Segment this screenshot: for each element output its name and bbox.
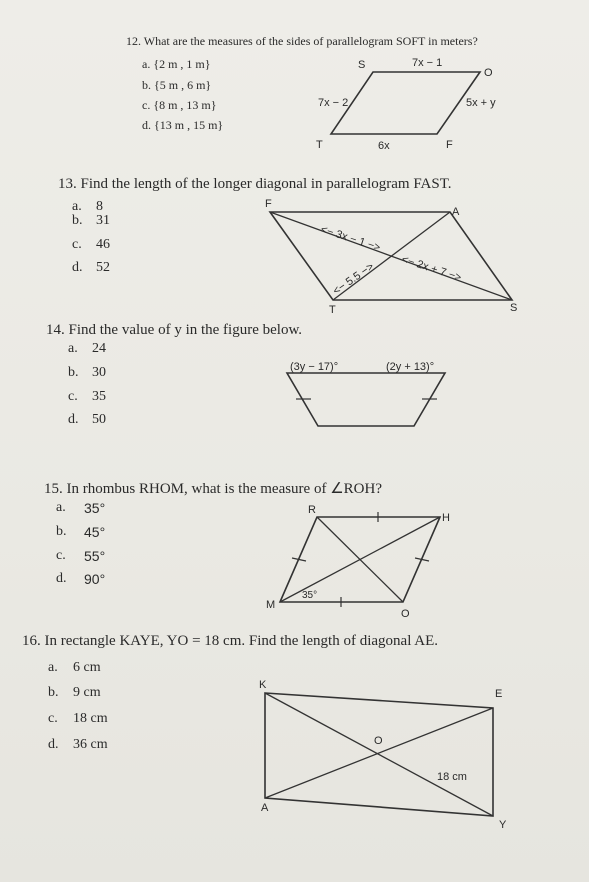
- q13-option-a-value: 8: [96, 199, 103, 214]
- q15-label-35-degrees: 35°: [302, 590, 318, 601]
- q13-label-2x-plus-7: <− 2x + 7 −>: [400, 253, 463, 285]
- q16-option-a-letter: a.: [48, 660, 58, 675]
- q15-stem: 15. In rhombus RHOM, what is the measure of ∠ROH?: [44, 481, 382, 497]
- q14-option-c-letter: c.: [68, 389, 78, 404]
- q15-option-d-value: 90°: [84, 571, 106, 587]
- q13-label-3x-minus-1: <− 3x − 1 −>: [319, 223, 382, 255]
- q16-label-O: O: [374, 735, 383, 747]
- q13-stem: 13. Find the length of the longer diagonal in parallelogram FAST.: [58, 176, 452, 192]
- q12-option-c: c. {8 m , 13 m}: [142, 98, 217, 112]
- q12-label-bottom-side: 6x: [378, 140, 390, 152]
- q16-stem: 16. In rectangle KAYE, YO = 18 cm. Find the length of diagonal AE.: [22, 633, 439, 649]
- q14-label-right-angle: (2y + 13)°: [386, 361, 435, 373]
- q16-label-K: K: [259, 679, 267, 691]
- q16-option-d-letter: d.: [48, 737, 59, 752]
- q13-label-F: F: [265, 198, 272, 210]
- q15-option-b-value: 45°: [84, 524, 106, 540]
- q14-option-a-value: 24: [92, 341, 106, 356]
- q13-option-d-value: 52: [96, 260, 110, 275]
- q16-label-Y: Y: [499, 819, 507, 831]
- q16-label-E: E: [495, 688, 503, 700]
- q12-label-left-side: 7x − 2: [318, 97, 349, 109]
- q12-label-O: O: [484, 67, 493, 79]
- q12-label-T: T: [316, 139, 323, 151]
- q14-option-c-value: 35: [92, 389, 106, 404]
- q13-label-A: A: [452, 206, 460, 218]
- q16-label-A: A: [261, 802, 269, 814]
- q15-label-M: M: [266, 599, 276, 611]
- q13-option-b-value: 31: [96, 213, 110, 228]
- q14-option-d-letter: d.: [68, 412, 79, 427]
- q16-diagonal-EA: [265, 708, 493, 798]
- q15-label-R: R: [308, 504, 316, 516]
- q16-option-a-value: 6 cm: [73, 660, 101, 675]
- q16-option-c-value: 18 cm: [73, 711, 108, 726]
- q14-option-a-letter: a.: [68, 341, 78, 356]
- q13-option-a-letter: a.: [72, 199, 82, 214]
- q15-option-c-value: 55°: [84, 548, 106, 564]
- q14-label-left-angle: (3y − 17)°: [290, 361, 339, 373]
- q12-option-a: a. {2 m , 1 m}: [142, 57, 211, 71]
- q12-label-right-side: 5x + y: [466, 97, 496, 109]
- q16-option-b-letter: b.: [48, 685, 59, 700]
- q13-label-5-5: <− 5.5 −>: [330, 260, 377, 298]
- q15-option-b-letter: b.: [56, 524, 67, 539]
- q13-label-S: S: [510, 302, 518, 314]
- q13-option-c-letter: c.: [72, 237, 82, 252]
- q13-option-b-letter: b.: [72, 213, 83, 228]
- q15-option-d-letter: d.: [56, 571, 67, 586]
- q12-label-S: S: [358, 59, 366, 71]
- q14-option-b-value: 30: [92, 365, 106, 380]
- q12-label-F: F: [446, 139, 453, 151]
- q13-label-T: T: [329, 304, 336, 316]
- q13-option-d-letter: d.: [72, 260, 83, 275]
- q14-stem: 14. Find the value of y in the figure below.: [46, 322, 303, 338]
- q15-option-a-letter: a.: [56, 500, 66, 515]
- q16-option-b-value: 9 cm: [73, 685, 101, 700]
- q12-label-top-side: 7x − 1: [412, 57, 443, 69]
- q13-option-c-value: 46: [96, 237, 110, 252]
- q16-option-d-value: 36 cm: [73, 737, 108, 752]
- q15-option-c-letter: c.: [56, 548, 66, 563]
- q16-label-18cm: 18 cm: [437, 771, 467, 783]
- q12-option-b: b. {5 m , 6 m}: [142, 78, 212, 92]
- q15-option-a-value: 35°: [84, 500, 106, 516]
- q16-diagonal-KY: [265, 693, 493, 816]
- q15-label-H: H: [442, 512, 450, 524]
- q12-stem: 12. What are the measures of the sides of parallelogram SOFT in meters?: [126, 34, 478, 48]
- q14-option-d-value: 50: [92, 412, 106, 427]
- q14-option-b-letter: b.: [68, 365, 79, 380]
- q12-option-d: d. {13 m , 15 m}: [142, 118, 224, 132]
- q15-label-O: O: [401, 608, 410, 620]
- q16-option-c-letter: c.: [48, 711, 58, 726]
